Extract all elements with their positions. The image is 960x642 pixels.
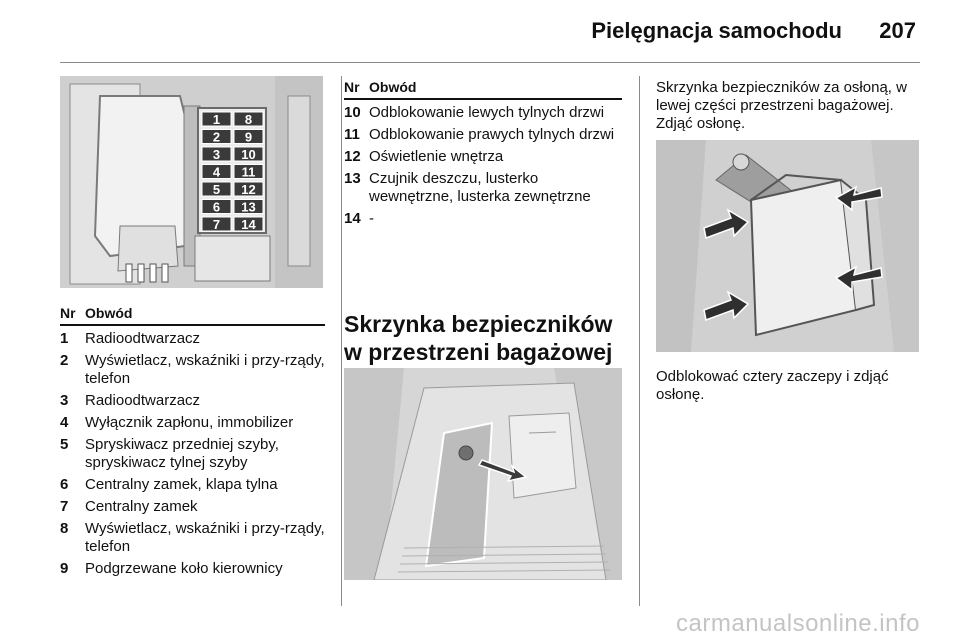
row-number: 1	[60, 330, 69, 347]
table-row	[60, 352, 325, 388]
row-circuit: Radioodtwarzacz	[85, 392, 201, 409]
section-heading: Skrzynka bezpieczników w przestrzeni bagażowej	[344, 311, 613, 365]
table-row	[60, 498, 325, 516]
table-header	[344, 79, 622, 100]
fuse-label: 4	[212, 164, 221, 180]
fuse-label: 7	[212, 217, 221, 232]
row-number: 11	[344, 126, 360, 143]
table-body	[344, 104, 622, 228]
row-circuit: Wyłącznik zapłonu, immobilizer	[85, 414, 294, 431]
paragraph-unlock-clips: Odblokować cztery zaczepy i zdjąć osłonę.	[656, 368, 889, 403]
fuse-table-1	[60, 305, 325, 578]
row-circuit: Centralny zamek	[85, 498, 198, 515]
page-number: 207	[879, 18, 916, 43]
row-circuit: Czujnik deszczu, lusterko wewnętrzne, lusterka zewnętrzne	[369, 170, 591, 205]
row-number: 9	[60, 560, 69, 577]
fuse-label: 9	[244, 129, 253, 145]
table-row	[60, 520, 325, 556]
header-rule	[60, 62, 920, 63]
row-number: 7	[60, 498, 69, 515]
fuse-label: 13	[241, 199, 256, 215]
paragraph-fuse-location: Skrzynka bezpieczników za osłoną, w lewej części przestrzeni bagażowej. Zdjąć osłonę.	[656, 79, 907, 132]
table-row	[344, 170, 622, 206]
header-nr: Nr	[344, 79, 360, 95]
watermark: carmanualsonline.info	[676, 610, 920, 637]
row-number: 4	[60, 414, 69, 431]
fuse-label: 11	[241, 164, 256, 180]
row-circuit: Oświetlenie wnętrza	[369, 148, 504, 165]
table-row	[60, 330, 325, 348]
row-circuit: -	[369, 210, 374, 227]
table-row	[344, 104, 622, 122]
row-circuit: Odblokowanie lewych tylnych drzwi	[369, 104, 605, 121]
row-circuit: Podgrzewane koło kierownicy	[85, 560, 283, 577]
table-row	[60, 392, 325, 410]
row-circuit: Radioodtwarzacz	[85, 330, 201, 347]
fuse-label: 12	[241, 182, 256, 197]
row-number: 10	[344, 104, 361, 121]
table-row	[60, 436, 325, 472]
row-number: 12	[344, 148, 361, 165]
fuse-label: 10	[241, 147, 256, 162]
fuse-label: 14	[241, 217, 256, 232]
fuse-box-clips-figure	[656, 140, 919, 352]
fuse-label: 2	[212, 129, 221, 145]
fuse-panel-figure	[60, 76, 323, 288]
fuse-label: 1	[212, 112, 221, 127]
table-row	[344, 148, 622, 166]
table-body	[60, 330, 325, 578]
table-header	[60, 305, 325, 326]
row-number: 6	[60, 476, 69, 493]
fuse-label: 8	[244, 112, 253, 127]
fuse-label: 6	[212, 199, 221, 215]
row-number: 2	[60, 352, 69, 369]
fuse-table-2	[344, 79, 622, 228]
header-nr: Nr	[60, 305, 76, 321]
header-circuit: Obwód	[369, 79, 417, 95]
fuse-label: 5	[212, 182, 221, 197]
table-row	[60, 476, 325, 494]
row-number: 8	[60, 520, 69, 537]
row-circuit: Spryskiwacz przedniej szyby, spryskiwacz tylnej szyby	[85, 436, 279, 471]
column-divider-right	[639, 76, 640, 606]
luggage-compartment-figure	[344, 368, 622, 580]
row-circuit: Wyświetlacz, wskaźniki i przy-rządy, telefon	[85, 352, 325, 387]
row-circuit: Centralny zamek, klapa tylna	[85, 476, 278, 493]
row-number: 5	[60, 436, 69, 453]
fuse-label: 3	[212, 147, 221, 162]
row-number: 3	[60, 392, 69, 409]
row-circuit: Wyświetlacz, wskaźniki i przy-rządy, telefon	[85, 520, 325, 555]
row-number: 14	[344, 210, 361, 227]
table-row	[60, 560, 325, 578]
page-title: Pielęgnacja samochodu	[591, 18, 842, 43]
header-circuit: Obwód	[85, 305, 133, 321]
table-row	[60, 414, 325, 432]
table-row	[344, 210, 622, 228]
row-number: 13	[344, 170, 361, 187]
table-row	[344, 126, 622, 144]
column-divider-left	[341, 76, 342, 606]
row-circuit: Odblokowanie prawych tylnych drzwi	[369, 126, 615, 143]
